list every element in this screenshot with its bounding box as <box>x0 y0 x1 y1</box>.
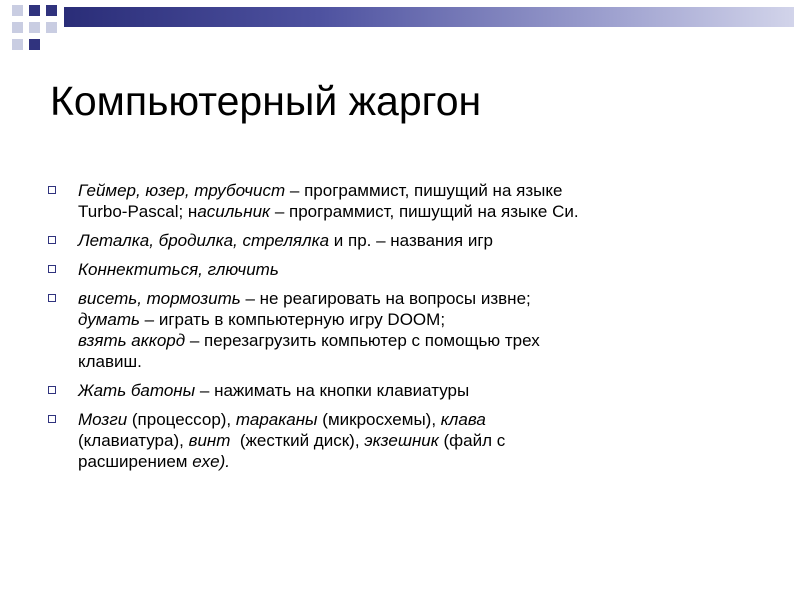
slang-term: экзешник <box>364 431 439 450</box>
bullet-text: – программист, пишущий на языке Си. <box>270 202 579 221</box>
bullet-text: (файл с <box>438 431 506 450</box>
decor-square <box>46 22 57 33</box>
slang-term: взять аккорд <box>78 331 186 350</box>
bullet-text: и пр. – названия игр <box>329 231 493 250</box>
bullet-line <box>78 288 748 309</box>
bullet-line <box>78 259 748 280</box>
bullet-text: (микросхемы), <box>317 410 441 429</box>
slang-term: Геймер, юзер, трубочист <box>78 181 286 200</box>
bullet-line <box>78 451 748 472</box>
slang-term: exe). <box>192 452 230 471</box>
slang-term: висеть, тормозить <box>78 289 241 308</box>
bullet-text: (процессор), <box>127 410 236 429</box>
bullet-text: – нажимать на кнопки клавиатуры <box>195 381 470 400</box>
slang-term: винт <box>188 431 231 450</box>
bullet-line <box>78 230 748 251</box>
bullet-item <box>48 380 748 401</box>
slide-title: Компьютерный жаргон <box>50 78 482 124</box>
square-bullet-icon <box>48 186 56 194</box>
slang-term: тараканы <box>235 410 318 429</box>
decor-square <box>29 5 40 16</box>
bullet-list <box>48 180 748 480</box>
square-bullet-icon <box>48 415 56 423</box>
decor-square <box>12 39 23 50</box>
slang-term: Коннектиться, глючить <box>78 260 279 279</box>
decor-square <box>29 22 40 33</box>
bullet-text: (клавиатура), <box>78 431 189 450</box>
bullet-line <box>78 409 748 430</box>
slang-term: думать <box>78 310 140 329</box>
bullet-line <box>78 351 748 372</box>
square-bullet-icon <box>48 236 56 244</box>
square-bullet-icon <box>48 265 56 273</box>
bullet-text: Turbo-Pascal; н <box>78 202 198 221</box>
bullet-line <box>78 380 748 401</box>
slang-term: Леталка, бродилка, стрелялка <box>78 231 330 250</box>
slang-term: Жать батоны <box>78 381 196 400</box>
slang-term: Мозги <box>78 410 128 429</box>
bullet-text: – играть в компьютерную игру DOOM; <box>139 310 446 329</box>
bullet-text: расширением <box>78 452 193 471</box>
bullet-line <box>78 430 748 451</box>
bullet-item <box>48 230 748 251</box>
bullet-item <box>48 409 748 472</box>
square-bullet-icon <box>48 294 56 302</box>
decor-square <box>29 39 40 50</box>
decor-square <box>46 5 57 16</box>
header-bar <box>64 7 794 27</box>
decor-square <box>12 5 23 16</box>
bullet-text: – перезагрузить компьютер с помощью трех <box>185 331 540 350</box>
bullet-item <box>48 259 748 280</box>
bullet-line <box>78 180 748 201</box>
bullet-item <box>48 288 748 372</box>
slang-term: асильник <box>197 202 271 221</box>
decor-square <box>12 22 23 33</box>
bullet-text: клавиш. <box>78 352 142 371</box>
bullet-text: (жесткий диск), <box>230 431 365 450</box>
bullet-text: – не реагировать на вопросы извне; <box>240 289 531 308</box>
slang-term: клава <box>440 410 486 429</box>
bullet-line <box>78 309 748 330</box>
bullet-text: – программист, пишущий на языке <box>285 181 563 200</box>
bullet-line <box>78 330 748 351</box>
square-bullet-icon <box>48 386 56 394</box>
bullet-line <box>78 201 748 222</box>
bullet-item <box>48 180 748 222</box>
